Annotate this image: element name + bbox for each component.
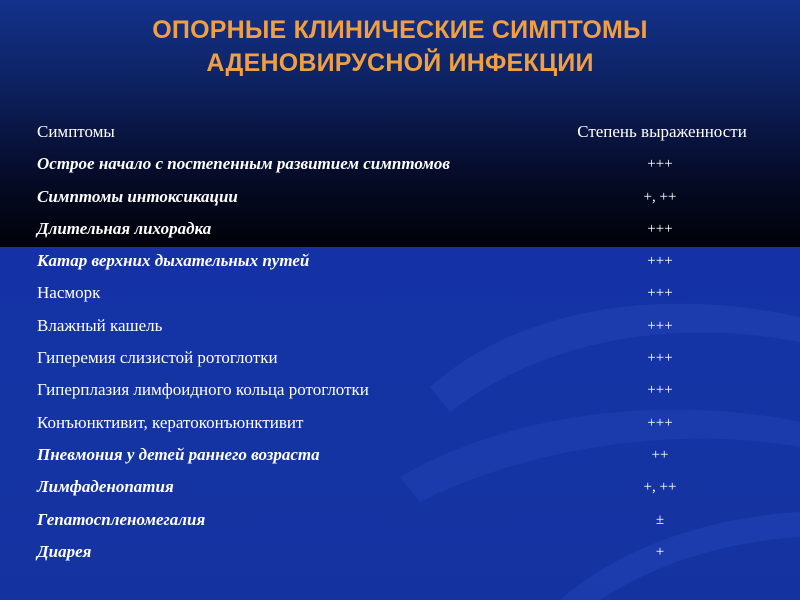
slide-title: [0, 14, 800, 80]
table-row: [0, 374, 800, 406]
row-symptom: Катар верхних дыхательных путей: [37, 251, 310, 271]
table-header-row: [0, 116, 800, 148]
header-degree: Степень выраженности: [577, 122, 747, 141]
table-row: [0, 277, 800, 309]
row-degree: +++: [647, 220, 673, 237]
row-symptom: Лимфаденопатия: [37, 477, 174, 497]
table-row: [0, 310, 800, 342]
row-degree: +++: [647, 414, 673, 431]
slide-title-line2: АДЕНОВИРУСНОЙ ИНФЕКЦИИ: [206, 49, 594, 77]
table-row: [0, 213, 800, 245]
symptoms-table: [0, 116, 800, 568]
row-symptom: Гиперемия слизистой ротоглотки: [37, 348, 278, 368]
row-symptom: Пневмония у детей раннего возраста: [37, 444, 320, 464]
row-degree: +++: [647, 156, 673, 173]
row-degree: +, ++: [643, 188, 677, 205]
table-row: [0, 342, 800, 374]
table-row: [0, 407, 800, 439]
row-degree: ++: [651, 446, 669, 463]
row-degree: +++: [647, 350, 673, 367]
row-degree: +++: [647, 285, 673, 302]
row-degree: +++: [647, 382, 673, 399]
row-symptom: Насморк: [37, 283, 101, 303]
row-degree: +++: [647, 317, 673, 334]
table-row: [0, 245, 800, 277]
table-row: [0, 471, 800, 503]
row-degree: ±: [655, 511, 665, 528]
row-symptom: Гепатоспленомегалия: [37, 509, 206, 529]
row-symptom: Конъюнктивит, кератоконъюнктивит: [37, 412, 304, 432]
table-row: [0, 148, 800, 180]
row-symptom: Диарея: [37, 541, 92, 561]
table-row: [0, 536, 800, 568]
row-symptom: Острое начало с постепенным развитием симптомов: [37, 154, 450, 174]
table-row: [0, 504, 800, 536]
row-symptom: Гиперплазия лимфоидного кольца ротоглотки: [37, 380, 369, 400]
table-row: [0, 439, 800, 471]
row-degree: +, ++: [643, 479, 677, 496]
slide-title-line1: ОПОРНЫЕ КЛИНИЧЕСКИЕ СИМПТОМЫ: [152, 16, 648, 44]
row-symptom: Симптомы интоксикации: [37, 186, 238, 206]
row-degree: +: [655, 543, 665, 560]
table-row: [0, 181, 800, 213]
row-symptom: Длительная лихорадка: [37, 218, 212, 238]
row-degree: +++: [647, 253, 673, 270]
row-symptom: Влажный кашель: [37, 315, 163, 335]
header-symptom: Симптомы: [37, 122, 115, 141]
